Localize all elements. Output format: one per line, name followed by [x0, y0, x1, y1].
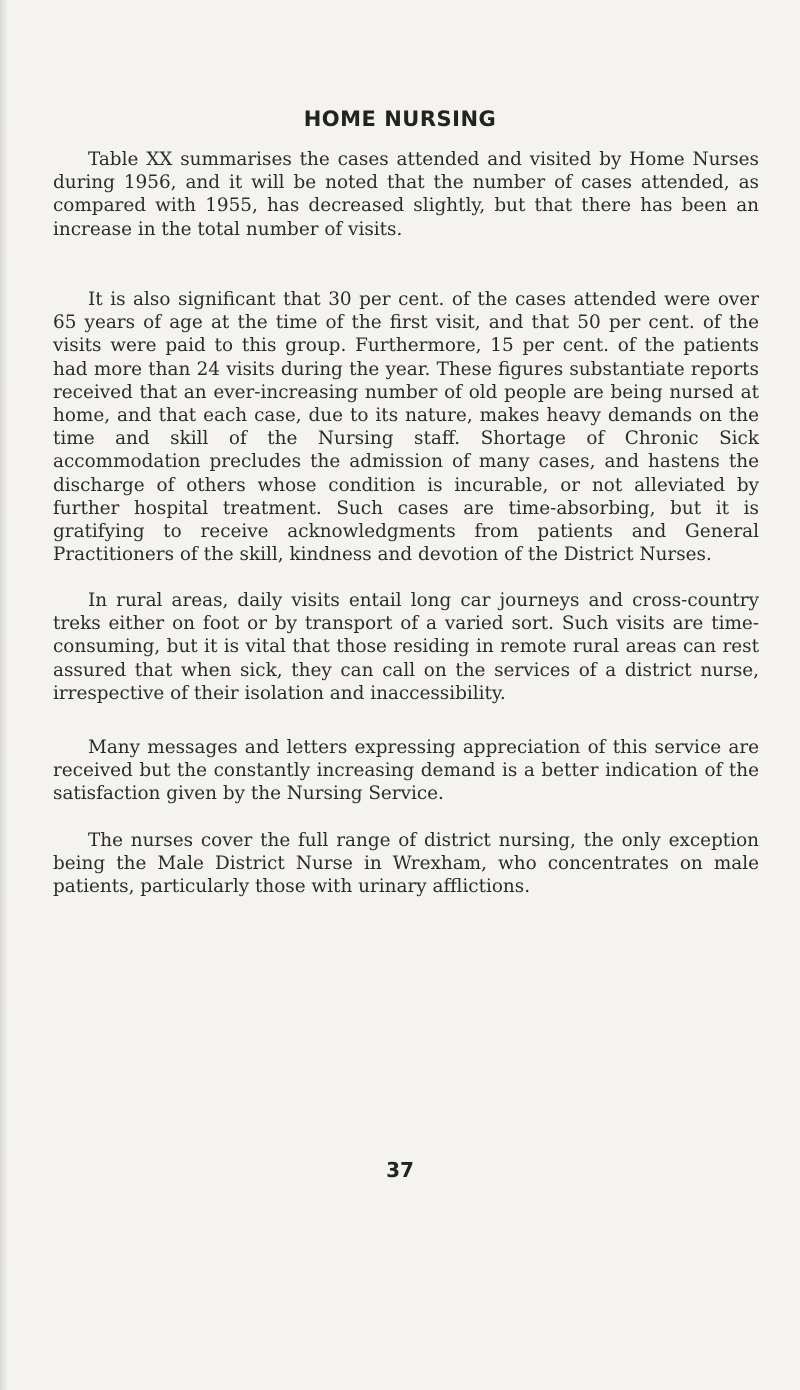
- paragraph-4: Many messages and letters expressing appreciation of this service are received but the constantly increasing demand is a better indication of the satisfaction given by the Nursing Service.: [53, 737, 759, 805]
- paragraph-1: Table XX summarises the cases attended and visited by Home Nurses during 1956, and it will be noted that the number of cases attended, as compared with 1955, has decreased slightly, but that there has been an increase in the total number of visits.: [53, 149, 759, 240]
- paragraph-2: It is also significant that 30 per cent. of the cases attended were over 65 years of age at the time of the first visit, and that 50 per cent. of the visits were paid to this group. Furthermore, 15 per cent. of the patients had more than 24 visits during the year. These figures substantiate reports received that an ever-increasing number of old people are being nursed at home, and that each case, due to its nature, makes heavy demands on the time and skill of the Nursing staff. Shortage of Chronic Sick accommodation precludes the admission of many cases, and hastens the discharge of others whose condition is incurable, or not alleviated by further hospital treatment. Such cases are time-absorbing, but it is gratifying to receive acknowledgments from patients and General Practitioners of the skill, kindness and devotion of the District Nurses.: [53, 289, 759, 566]
- paragraph-3: In rural areas, daily visits entail long car journeys and cross-country treks either on foot or by transport of a varied sort. Such visits are time-consuming, but it is vital that those residing in remote rural areas can rest assured that when sick, they can call on the services of a district nurse, irrespective of their isolation and inaccessibility.: [53, 590, 759, 704]
- page-heading: HOME NURSING: [303, 107, 497, 131]
- page-number: 37: [386, 1158, 414, 1182]
- paragraph-5: The nurses cover the full range of district nursing, the only exception being the Male District Nurse in Wrexham, who concentrates on male patients, particularly those with urinary afflictions.: [53, 830, 759, 898]
